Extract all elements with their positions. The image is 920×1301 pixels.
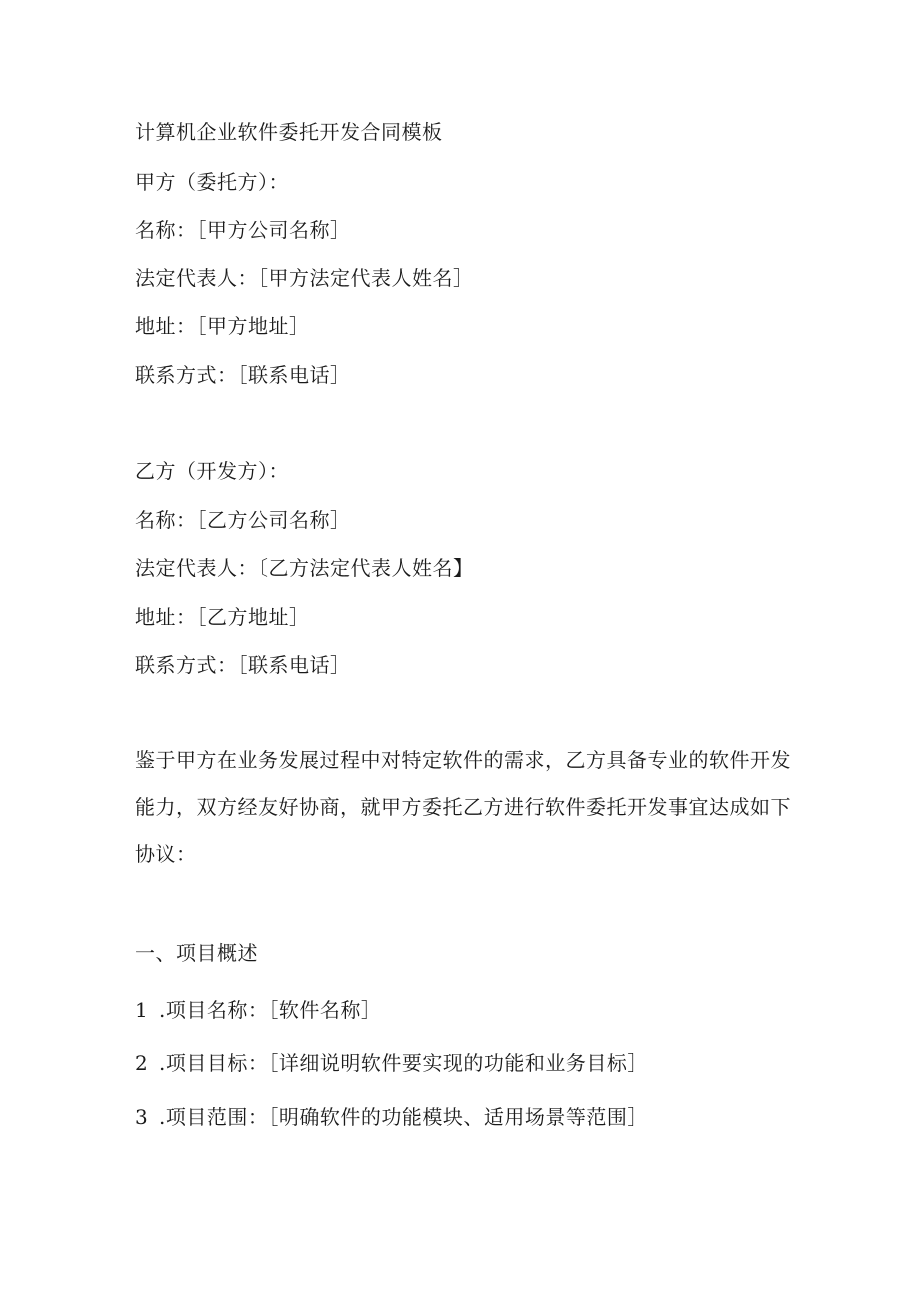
party-a-address: 地址：［甲方地址］	[135, 314, 310, 338]
preamble-line: 协议：	[135, 842, 197, 866]
party-b-contact: 联系方式：［联系电话］	[135, 653, 351, 677]
document-title: 计算机企业软件委托开发合同模板	[135, 120, 443, 144]
section-1-item	[135, 1049, 648, 1077]
item-number: 3	[135, 1105, 149, 1129]
party-b-name: 名称：［乙方公司名称］	[135, 508, 351, 532]
party-a-heading: 甲方（委托方）：	[135, 170, 289, 194]
party-b-address: 地址：［乙方地址］	[135, 605, 310, 629]
item-text: .项目范围：［明确软件的功能模块、适用场景等范围］	[159, 1105, 648, 1129]
item-text: .项目目标：［详细说明软件要实现的功能和业务目标］	[159, 1051, 648, 1075]
preamble-line: 鉴于甲方在业务发展过程中对特定软件的需求，乙方具备专业的软件开发	[135, 748, 791, 772]
section-1-item	[135, 1103, 648, 1131]
party-b-legal-rep: 法定代表人：〔乙方法定代表人姓名】	[135, 556, 474, 580]
section-1-item	[135, 996, 381, 1024]
party-a-name: 名称：［甲方公司名称］	[135, 218, 351, 242]
party-b-heading: 乙方（开发方）：	[135, 459, 289, 483]
preamble-paragraph	[135, 737, 791, 878]
party-a-legal-rep: 法定代表人：［甲方法定代表人姓名］	[135, 266, 474, 290]
section-1-heading: 一、项目概述	[135, 941, 258, 965]
item-text: .项目名称：［软件名称］	[159, 998, 382, 1022]
preamble-line: 能力，双方经友好协商，就甲方委托乙方进行软件委托开发事宜达成如下	[135, 795, 791, 819]
party-a-contact: 联系方式：［联系电话］	[135, 363, 351, 387]
item-number: 1	[135, 998, 149, 1022]
item-number: 2	[135, 1051, 149, 1075]
